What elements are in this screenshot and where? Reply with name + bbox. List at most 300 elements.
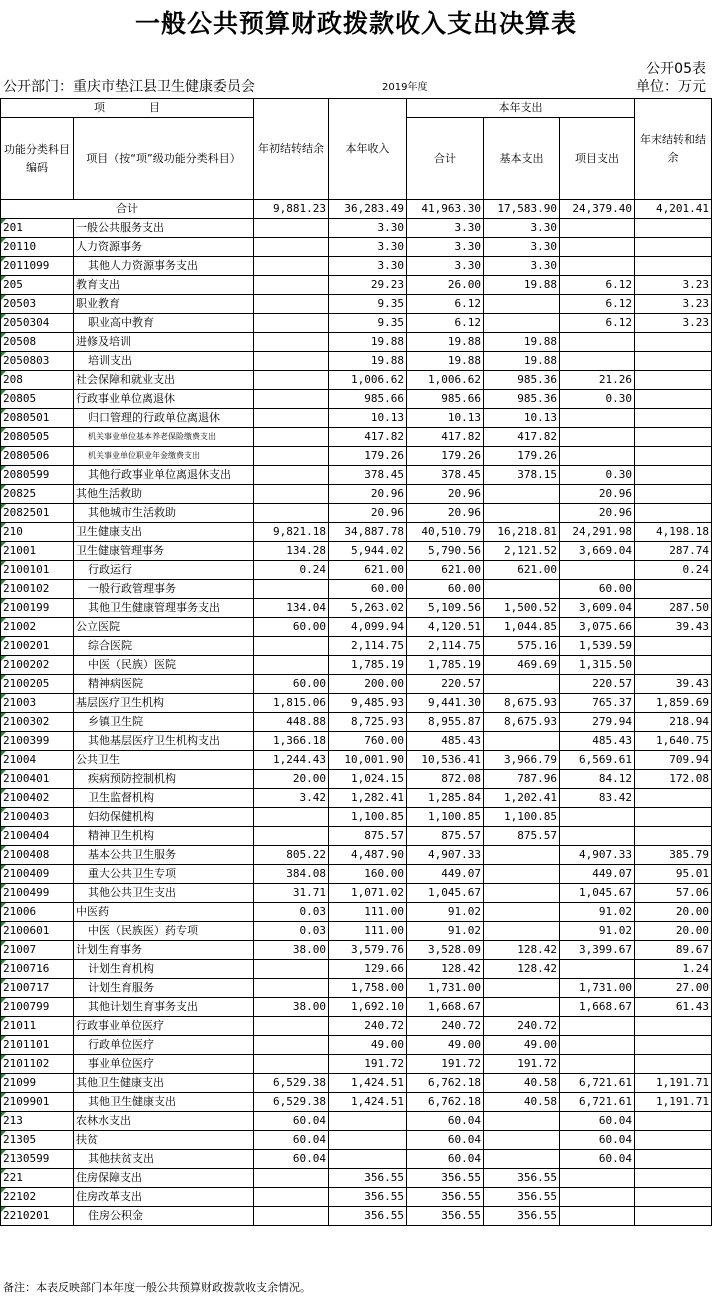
table-row (1, 466, 712, 485)
row-basic: 2,121.52 (484, 542, 560, 561)
row-total: 3.30 (407, 238, 484, 257)
header-code: 功能分类科目编码 (1, 118, 74, 200)
row-project (560, 561, 635, 580)
row-closing: 3.23 (635, 276, 712, 295)
row-name: 培训支出 (74, 352, 254, 371)
row-basic: 8,675.93 (484, 694, 560, 713)
row-opening (254, 1017, 329, 1036)
table-row (1, 656, 712, 675)
row-opening (254, 1036, 329, 1055)
row-code: 2100205 (1, 675, 74, 694)
table-row (1, 751, 712, 770)
row-project (560, 238, 635, 257)
row-closing (635, 1131, 712, 1150)
row-income: 19.88 (329, 352, 407, 371)
row-total: 179.26 (407, 447, 484, 466)
row-basic (484, 865, 560, 884)
row-basic (484, 1131, 560, 1150)
row-total: 1,785.19 (407, 656, 484, 675)
row-opening (254, 485, 329, 504)
row-income: 417.82 (329, 428, 407, 447)
row-income: 760.00 (329, 732, 407, 751)
row-total: 3.30 (407, 219, 484, 238)
row-project: 20.96 (560, 485, 635, 504)
row-closing: 61.43 (635, 998, 712, 1017)
header-name: 项目（按“项”级功能分类科目） (74, 118, 254, 200)
row-closing: 20.00 (635, 903, 712, 922)
row-total: 356.55 (407, 1207, 484, 1226)
row-total: 985.66 (407, 390, 484, 409)
page-title: 一般公共预算财政拨款收入支出决算表 (134, 9, 577, 38)
row-closing: 0.24 (635, 561, 712, 580)
table-row (1, 1188, 712, 1207)
row-closing (635, 504, 712, 523)
row-project: 449.07 (560, 865, 635, 884)
row-total: 1,731.00 (407, 979, 484, 998)
row-code: 2011099 (1, 257, 74, 276)
row-income: 179.26 (329, 447, 407, 466)
row-total: 220.57 (407, 675, 484, 694)
row-closing (635, 428, 712, 447)
row-income: 1,758.00 (329, 979, 407, 998)
row-income (329, 1150, 407, 1169)
row-opening (254, 637, 329, 656)
row-opening (254, 827, 329, 846)
table-row (1, 542, 712, 561)
year-label: 2019年度 (382, 82, 428, 93)
header-item: 项 目 (1, 99, 254, 118)
row-total: 9,441.30 (407, 694, 484, 713)
row-total: 60.04 (407, 1112, 484, 1131)
row-total: 191.72 (407, 1055, 484, 1074)
row-code: 2100601 (1, 922, 74, 941)
row-project: 6,569.61 (560, 751, 635, 770)
row-income: 3,579.76 (329, 941, 407, 960)
row-closing (635, 808, 712, 827)
row-income: 3.30 (329, 238, 407, 257)
row-closing: 39.43 (635, 618, 712, 637)
row-opening (254, 1055, 329, 1074)
row-income: 129.66 (329, 960, 407, 979)
row-total: 5,790.56 (407, 542, 484, 561)
row-name: 疾病预防控制机构 (74, 770, 254, 789)
row-name: 职业高中教育 (74, 314, 254, 333)
row-closing (635, 1150, 712, 1169)
row-name: 中医药 (74, 903, 254, 922)
row-project: 84.12 (560, 770, 635, 789)
row-closing (635, 1188, 712, 1207)
table-row (1, 922, 712, 941)
row-closing (635, 1017, 712, 1036)
row-total: 417.82 (407, 428, 484, 447)
row-total: 19.88 (407, 352, 484, 371)
row-basic: 356.55 (484, 1188, 560, 1207)
row-total: 1,045.67 (407, 884, 484, 903)
row-name: 行政运行 (74, 561, 254, 580)
table-row (1, 295, 712, 314)
row-name: 其他公共卫生支出 (74, 884, 254, 903)
row-project: 1,539.59 (560, 637, 635, 656)
row-total: 2,114.75 (407, 637, 484, 656)
row-opening (254, 257, 329, 276)
row-basic: 621.00 (484, 561, 560, 580)
row-project (560, 1036, 635, 1055)
footnote: 备注：本表反映部门本年度一般公共预算财政拨款收支余情况。 (3, 1281, 311, 1294)
table-row (1, 1017, 712, 1036)
row-code: 2082501 (1, 504, 74, 523)
department-label: 公开部门：重庆市垫江县卫生健康委员会 (3, 79, 255, 95)
row-total: 5,109.56 (407, 599, 484, 618)
row-basic: 19.88 (484, 352, 560, 371)
row-basic: 191.72 (484, 1055, 560, 1074)
row-name: 一般行政管理事务 (74, 580, 254, 599)
row-total: 621.00 (407, 561, 484, 580)
row-total: 449.07 (407, 865, 484, 884)
row-code: 21099 (1, 1074, 74, 1093)
table-row (1, 637, 712, 656)
row-name: 其他卫生健康管理事务支出 (74, 599, 254, 618)
row-code: 21001 (1, 542, 74, 561)
row-basic: 16,218.81 (484, 523, 560, 542)
row-project: 21.26 (560, 371, 635, 390)
row-total: 356.55 (407, 1188, 484, 1207)
row-basic: 469.69 (484, 656, 560, 675)
row-income: 1,100.85 (329, 808, 407, 827)
row-basic (484, 1112, 560, 1131)
row-income: 10,001.90 (329, 751, 407, 770)
row-project: 60.04 (560, 1150, 635, 1169)
row-project (560, 333, 635, 352)
row-project: 220.57 (560, 675, 635, 694)
form-number: 公开05表 (646, 61, 706, 77)
table-row (1, 903, 712, 922)
table-row (1, 713, 712, 732)
row-project (560, 257, 635, 276)
table-row (1, 1036, 712, 1055)
row-opening (254, 295, 329, 314)
row-total: 4,120.51 (407, 618, 484, 637)
row-name: 计划生育事务 (74, 941, 254, 960)
row-closing: 1,640.75 (635, 732, 712, 751)
table-row (1, 599, 712, 618)
row-basic (484, 295, 560, 314)
row-project: 1,668.67 (560, 998, 635, 1017)
row-project: 1,731.00 (560, 979, 635, 998)
row-basic (484, 979, 560, 998)
row-project: 6,721.61 (560, 1074, 635, 1093)
row-opening: 31.71 (254, 884, 329, 903)
row-opening: 1,815.06 (254, 694, 329, 713)
row-code: 20110 (1, 238, 74, 257)
table-row (1, 219, 712, 238)
row-total: 378.45 (407, 466, 484, 485)
row-name: 计划生育机构 (74, 960, 254, 979)
table-row (1, 409, 712, 428)
row-closing (635, 371, 712, 390)
row-basic (484, 485, 560, 504)
row-name: 其他卫生健康支出 (74, 1074, 254, 1093)
row-opening: 60.04 (254, 1150, 329, 1169)
row-code: 21305 (1, 1131, 74, 1150)
row-code: 21011 (1, 1017, 74, 1036)
row-opening (254, 276, 329, 295)
row-code: 21002 (1, 618, 74, 637)
row-opening (254, 219, 329, 238)
row-total: 3.30 (407, 257, 484, 276)
row-income: 200.00 (329, 675, 407, 694)
row-income: 4,487.90 (329, 846, 407, 865)
row-opening (254, 238, 329, 257)
row-basic (484, 903, 560, 922)
row-closing: 287.50 (635, 599, 712, 618)
row-opening (254, 504, 329, 523)
row-income: 356.55 (329, 1169, 407, 1188)
row-code: 2100403 (1, 808, 74, 827)
row-total: 91.02 (407, 903, 484, 922)
row-total: 91.02 (407, 922, 484, 941)
row-project: 6.12 (560, 314, 635, 333)
row-income: 10.13 (329, 409, 407, 428)
row-basic (484, 675, 560, 694)
row-closing (635, 485, 712, 504)
row-total: 40,510.79 (407, 523, 484, 542)
row-income: 111.00 (329, 903, 407, 922)
row-basic: 985.36 (484, 371, 560, 390)
row-name: 行政单位医疗 (74, 1036, 254, 1055)
row-name: 计划生育服务 (74, 979, 254, 998)
row-opening: 60.04 (254, 1112, 329, 1131)
row-basic (484, 504, 560, 523)
row-opening: 38.00 (254, 998, 329, 1017)
row-opening: 38.00 (254, 941, 329, 960)
row-closing: 27.00 (635, 979, 712, 998)
table-body (1, 200, 712, 1226)
row-income: 2,114.75 (329, 637, 407, 656)
row-name: 行政事业单位医疗 (74, 1017, 254, 1036)
row-total: 6.12 (407, 295, 484, 314)
row-opening: 3.42 (254, 789, 329, 808)
row-basic: 356.55 (484, 1169, 560, 1188)
row-code: 2080506 (1, 447, 74, 466)
row-code: 2100102 (1, 580, 74, 599)
row-name: 扶贫 (74, 1131, 254, 1150)
row-basic: 179.26 (484, 447, 560, 466)
row-closing (635, 219, 712, 238)
row-basic: 40.58 (484, 1074, 560, 1093)
row-closing: 709.94 (635, 751, 712, 770)
row-code: 21006 (1, 903, 74, 922)
row-name: 公立医院 (74, 618, 254, 637)
table-row (1, 390, 712, 409)
table-row (1, 960, 712, 979)
row-closing: 20.00 (635, 922, 712, 941)
row-project: 20.96 (560, 504, 635, 523)
row-code: 21004 (1, 751, 74, 770)
row-name: 重大公共卫生专项 (74, 865, 254, 884)
row-name: 人力资源事务 (74, 238, 254, 257)
row-closing: 95.01 (635, 865, 712, 884)
row-income: 191.72 (329, 1055, 407, 1074)
row-closing: 287.74 (635, 542, 712, 561)
row-code: 2100199 (1, 599, 74, 618)
row-name: 进修及培训 (74, 333, 254, 352)
row-project (560, 447, 635, 466)
row-project: 6,721.61 (560, 1093, 635, 1112)
row-opening: 60.00 (254, 618, 329, 637)
row-code: 2100201 (1, 637, 74, 656)
row-income: 49.00 (329, 1036, 407, 1055)
row-total: 6.12 (407, 314, 484, 333)
header-opening-balance: 年初结转结余 (254, 99, 329, 200)
row-basic: 3,966.79 (484, 751, 560, 770)
row-code: 20805 (1, 390, 74, 409)
row-code: 2100404 (1, 827, 74, 846)
row-basic: 787.96 (484, 770, 560, 789)
row-project: 60.04 (560, 1131, 635, 1150)
header-basic: 基本支出 (484, 118, 560, 200)
row-income: 9.35 (329, 314, 407, 333)
row-opening (254, 656, 329, 675)
row-basic: 356.55 (484, 1207, 560, 1226)
row-income: 1,282.41 (329, 789, 407, 808)
row-basic (484, 314, 560, 333)
row-total: 60.04 (407, 1150, 484, 1169)
row-closing (635, 333, 712, 352)
row-total: 128.42 (407, 960, 484, 979)
row-income: 1,071.02 (329, 884, 407, 903)
row-income: 20.96 (329, 504, 407, 523)
table-row (1, 447, 712, 466)
row-opening (254, 1188, 329, 1207)
row-total: 240.72 (407, 1017, 484, 1036)
table-row (1, 694, 712, 713)
row-closing (635, 1169, 712, 1188)
row-basic: 3.30 (484, 219, 560, 238)
row-income: 1,692.10 (329, 998, 407, 1017)
header-closing-balance: 年末结转和结余 (635, 99, 712, 200)
total-income: 36,283.49 (329, 200, 407, 219)
row-total: 8,955.87 (407, 713, 484, 732)
row-code: 2080501 (1, 409, 74, 428)
row-code: 2100401 (1, 770, 74, 789)
row-code: 2101102 (1, 1055, 74, 1074)
row-closing (635, 1207, 712, 1226)
row-basic: 8,675.93 (484, 713, 560, 732)
row-total: 49.00 (407, 1036, 484, 1055)
row-total: 1,285.84 (407, 789, 484, 808)
row-name: 基层医疗卫生机构 (74, 694, 254, 713)
row-code: 208 (1, 371, 74, 390)
row-name: 教育支出 (74, 276, 254, 295)
table-row (1, 485, 712, 504)
table-row (1, 504, 712, 523)
row-basic (484, 1150, 560, 1169)
row-opening: 448.88 (254, 713, 329, 732)
row-income: 9.35 (329, 295, 407, 314)
row-income: 356.55 (329, 1207, 407, 1226)
row-project: 1,045.67 (560, 884, 635, 903)
row-total: 10.13 (407, 409, 484, 428)
row-opening (254, 960, 329, 979)
total-expense: 41,963.30 (407, 200, 484, 219)
row-closing: 3.23 (635, 295, 712, 314)
row-closing: 3.23 (635, 314, 712, 333)
row-project: 6.12 (560, 295, 635, 314)
row-closing: 57.06 (635, 884, 712, 903)
row-project: 3,075.66 (560, 618, 635, 637)
row-opening (254, 580, 329, 599)
row-basic (484, 998, 560, 1017)
row-opening (254, 979, 329, 998)
row-project: 24,291.98 (560, 523, 635, 542)
row-basic: 128.42 (484, 960, 560, 979)
row-project: 91.02 (560, 903, 635, 922)
row-code: 2101101 (1, 1036, 74, 1055)
row-name: 机关事业单位基本养老保险缴费支出 (74, 428, 254, 447)
row-total: 4,907.33 (407, 846, 484, 865)
row-name: 其他基层医疗卫生机构支出 (74, 732, 254, 751)
row-project: 4,907.33 (560, 846, 635, 865)
row-opening: 0.03 (254, 903, 329, 922)
row-income: 240.72 (329, 1017, 407, 1036)
table-row (1, 827, 712, 846)
row-project: 3,609.04 (560, 599, 635, 618)
table-row (1, 561, 712, 580)
row-basic: 575.16 (484, 637, 560, 656)
row-code: 2100717 (1, 979, 74, 998)
row-opening (254, 390, 329, 409)
table-row (1, 732, 712, 751)
row-total: 1,006.62 (407, 371, 484, 390)
row-code: 2100799 (1, 998, 74, 1017)
row-closing: 4,198.18 (635, 523, 712, 542)
table-row (1, 884, 712, 903)
row-opening: 134.04 (254, 599, 329, 618)
table-row (1, 979, 712, 998)
row-project (560, 409, 635, 428)
row-code: 20503 (1, 295, 74, 314)
row-basic: 3.30 (484, 238, 560, 257)
table-row (1, 371, 712, 390)
total-opening: 9,881.23 (254, 200, 329, 219)
row-project (560, 352, 635, 371)
row-basic (484, 732, 560, 751)
row-closing (635, 789, 712, 808)
row-opening (254, 352, 329, 371)
table-row (1, 238, 712, 257)
row-income: 20.96 (329, 485, 407, 504)
row-basic: 40.58 (484, 1093, 560, 1112)
row-name: 事业单位医疗 (74, 1055, 254, 1074)
row-opening: 60.04 (254, 1131, 329, 1150)
row-code: 2080599 (1, 466, 74, 485)
row-closing (635, 637, 712, 656)
row-income: 3.30 (329, 219, 407, 238)
row-name: 公共卫生 (74, 751, 254, 770)
budget-table (0, 98, 712, 1226)
row-opening (254, 371, 329, 390)
table-row (1, 580, 712, 599)
row-total: 20.96 (407, 485, 484, 504)
row-opening: 134.28 (254, 542, 329, 561)
row-opening (254, 428, 329, 447)
row-project: 83.42 (560, 789, 635, 808)
row-basic: 417.82 (484, 428, 560, 447)
row-code: 20508 (1, 333, 74, 352)
row-name: 住房改革支出 (74, 1188, 254, 1207)
row-code: 205 (1, 276, 74, 295)
row-code: 210 (1, 523, 74, 542)
